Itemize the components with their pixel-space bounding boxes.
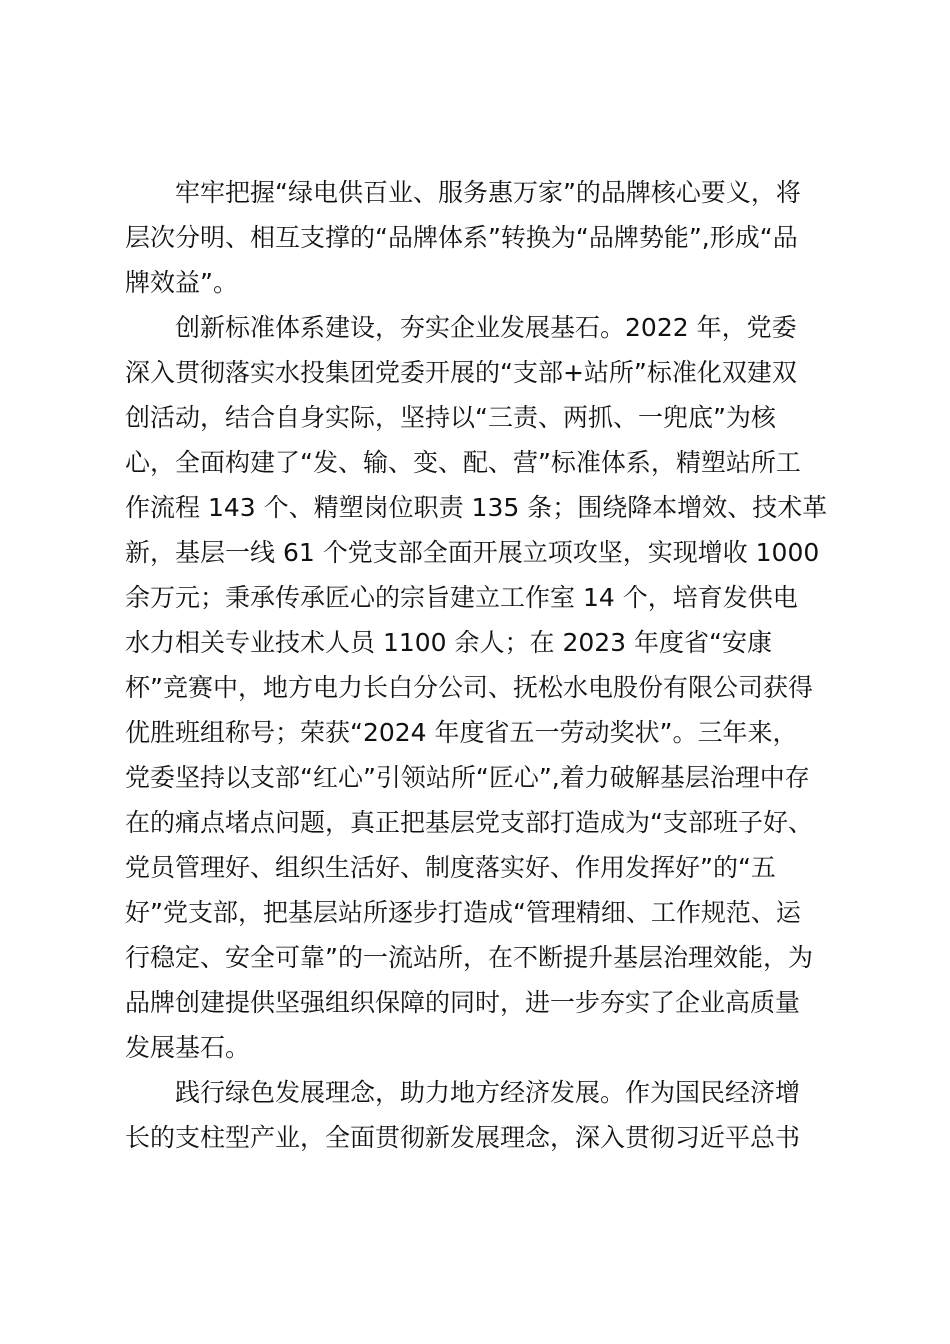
paragraph-brand-core — [125, 170, 830, 305]
text-line: 创新标准体系建设，夯实企业发展基石。2022 年，党委 — [175, 313, 797, 342]
text-line: 牌效益”。 — [125, 268, 238, 297]
text-line: 好”党支部，把基层站所逐步打造成“管理精细、工作规范、运 — [125, 898, 801, 927]
text-line: 发展基石。 — [125, 1033, 251, 1062]
text-line: 新，基层一线 61 个党支部全面开展立项攻坚，实现增收 1000 — [125, 538, 820, 567]
text-line: 党委坚持以支部“红心”引领站所“匠心”,着力破解基层治理中存 — [125, 763, 810, 792]
text-line: 品牌创建提供坚强组织保障的同时，进一步夯实了企业高质量 — [125, 988, 801, 1017]
paragraph-green-development — [125, 1070, 830, 1160]
text-line: 长的支柱型产业，全面贯彻新发展理念，深入贯彻习近平总书 — [125, 1123, 801, 1152]
text-line: 优胜班组称号；荣获“2024 年度省五一劳动奖状”。三年来， — [125, 718, 798, 747]
paragraph-standard-system — [125, 305, 830, 1070]
text-line: 创活动，结合自身实际，坚持以“三责、两抓、一兜底”为核 — [125, 403, 776, 432]
text-line: 作流程 143 个、精塑岗位职责 135 条；围绕降本增效、技术革 — [125, 493, 828, 522]
text-line: 深入贯彻落实水投集团党委开展的“支部+站所”标准化双建双 — [125, 358, 797, 387]
text-line: 余万元；秉承传承匠心的宗旨建立工作室 14 个，培育发供电 — [125, 583, 798, 612]
text-line: 杯”竞赛中，地方电力长白分公司、抚松水电股份有限公司获得 — [125, 673, 813, 702]
document-body — [125, 170, 830, 1160]
text-line: 党员管理好、组织生活好、制度落实好、作用发挥好”的“五 — [125, 853, 776, 882]
text-line: 层次分明、相互支撑的“品牌体系”转换为“品牌势能”,形成“品 — [125, 223, 798, 252]
text-line: 心，全面构建了“发、输、变、配、营”标准体系，精塑站所工 — [125, 448, 801, 477]
text-line: 行稳定、安全可靠”的一流站所，在不断提升基层治理效能，为 — [125, 943, 813, 972]
text-line: 在的痛点堵点问题，真正把基层党支部打造成为“支部班子好、 — [125, 808, 813, 837]
text-line: 践行绿色发展理念，助力地方经济发展。作为国民经济增 — [175, 1078, 801, 1107]
text-line: 水力相关专业技术人员 1100 余人；在 2023 年度省“安康 — [125, 628, 772, 657]
text-line: 牢牢把握“绿电供百业、服务惠万家”的品牌核心要义，将 — [175, 178, 801, 207]
